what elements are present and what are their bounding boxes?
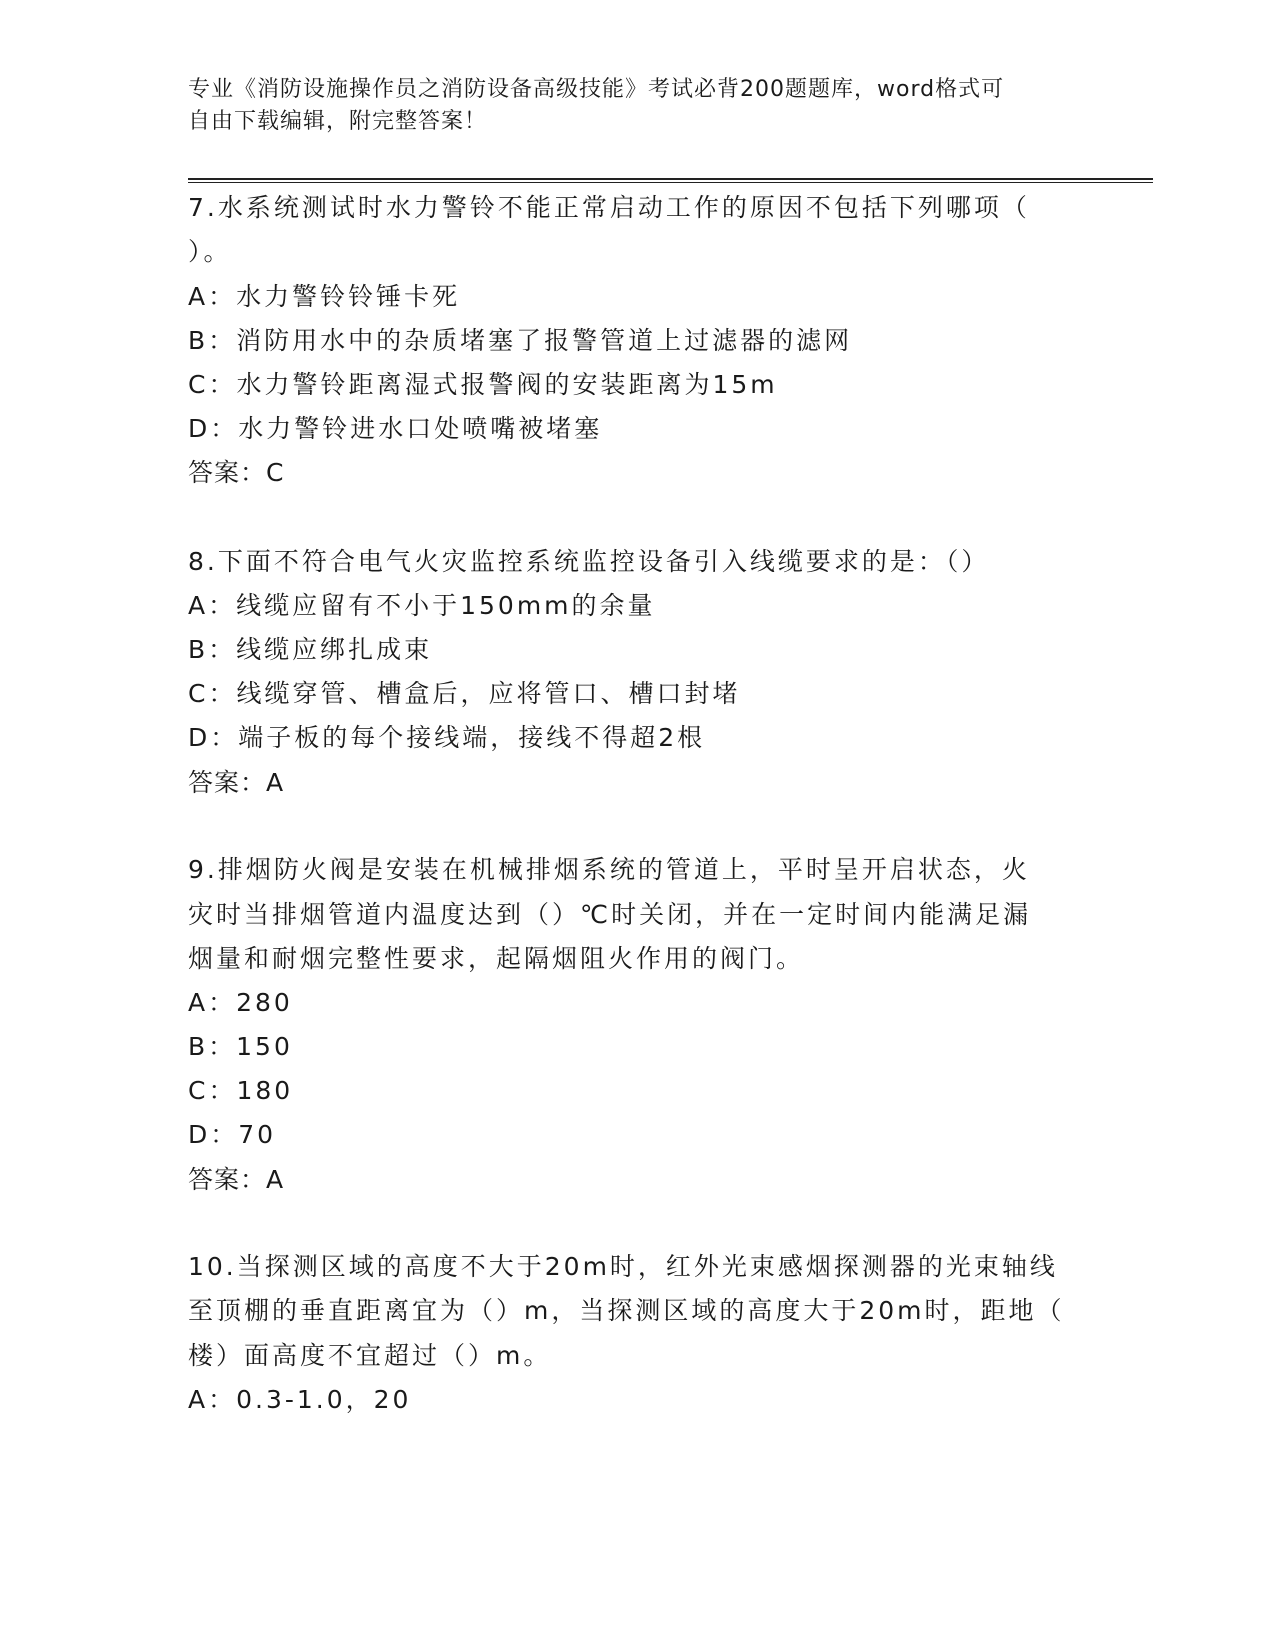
question-9-option-c: C：180 (188, 1076, 294, 1105)
question-9-stem-line-2: 灾时当排烟管道内温度达到（）℃时关闭，并在一定时间内能满足漏 (188, 900, 1032, 929)
question-9-stem-line-3: 烟量和耐烟完整性要求，起隔烟阻火作用的阀门。 (188, 944, 805, 973)
question-8-option-c: C：线缆穿管、槽盒后，应将管口、槽口封堵 (188, 679, 741, 708)
question-8-option-b: B：线缆应绑扎成束 (188, 635, 433, 664)
question-7-answer: 答案：C (188, 458, 285, 487)
question-10-stem-line-2: 至顶棚的垂直距离宜为（）m，当探测区域的高度大于20m时，距地（ (188, 1296, 1065, 1325)
question-10-option-a: A：0.3-1.0，20 (188, 1385, 412, 1414)
question-8-option-a: A：线缆应留有不小于150mm的余量 (188, 591, 656, 620)
question-8-option-d: D：端子板的每个接线端，接线不得超2根 (188, 723, 706, 752)
question-9-option-a: A：280 (188, 988, 293, 1017)
document-header (188, 74, 1068, 138)
question-9-answer: 答案：A (188, 1165, 285, 1194)
question-7-stem-line-1: 7.水系统测试时水力警铃不能正常启动工作的原因不包括下列哪项（ (188, 193, 1030, 222)
header-line-1: 专业《消防设施操作员之消防设备高级技能》考试必背200题题库，word格式可 (188, 77, 1005, 102)
question-7-option-b: B：消防用水中的杂质堵塞了报警管道上过滤器的滤网 (188, 326, 853, 355)
question-8-answer: 答案：A (188, 768, 285, 797)
question-9-stem-line-1: 9.排烟防火阀是安装在机械排烟系统的管道上，平时呈开启状态，火 (188, 855, 1030, 884)
question-8-stem-line-1: 8.下面不符合电气火灾监控系统监控设备引入线缆要求的是：（） (188, 547, 990, 576)
question-9-option-d: D：70 (188, 1120, 277, 1149)
header-divider-thick (188, 178, 1153, 180)
question-7-option-c: C：水力警铃距离湿式报警阀的安装距离为15m (188, 370, 778, 399)
question-9-option-b: B：150 (188, 1032, 293, 1061)
header-line-2: 自由下载编辑，附完整答案！ (188, 109, 488, 134)
question-7-option-a: A：水力警铃铃锤卡死 (188, 282, 461, 311)
question-10-stem-line-1: 10.当探测区域的高度不大于20m时，红外光束感烟探测器的光束轴线 (188, 1252, 1058, 1281)
header-divider-thin (188, 182, 1153, 183)
question-7-option-d: D：水力警铃进水口处喷嘴被堵塞 (188, 414, 603, 443)
question-7-stem-line-2: ）。 (188, 237, 232, 266)
question-10-stem-line-3: 楼）面高度不宜超过（）m。 (188, 1341, 552, 1370)
